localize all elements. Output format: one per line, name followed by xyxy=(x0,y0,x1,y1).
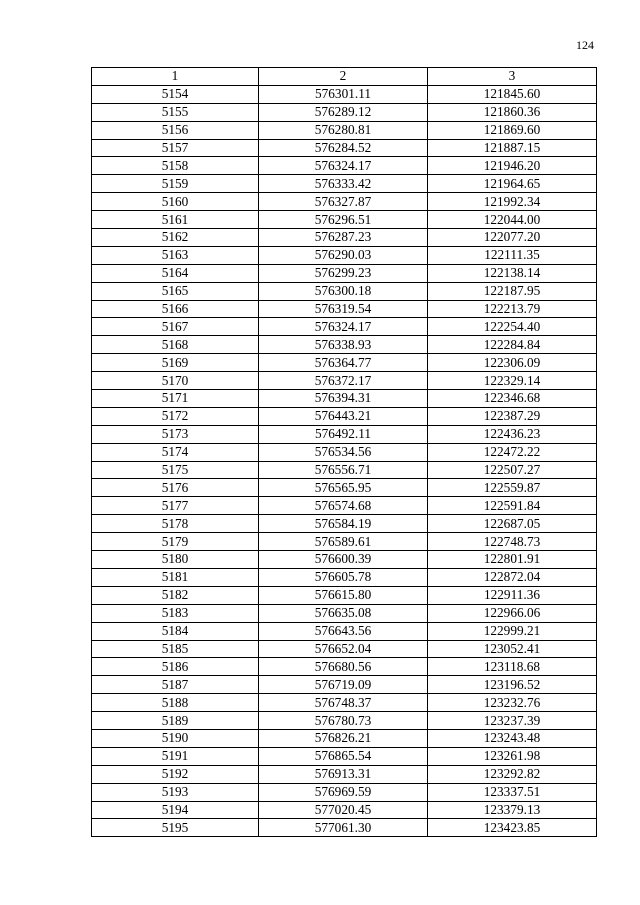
table-cell: 122077.20 xyxy=(428,229,597,247)
table-cell: 122284.84 xyxy=(428,336,597,354)
table-cell: 5190 xyxy=(92,729,259,747)
table-cell: 122329.14 xyxy=(428,372,597,390)
table-cell: 5184 xyxy=(92,622,259,640)
table-cell: 122387.29 xyxy=(428,407,597,425)
table-cell: 576635.08 xyxy=(259,604,428,622)
table-cell: 5168 xyxy=(92,336,259,354)
table-cell: 122213.79 xyxy=(428,300,597,318)
table-cell: 5193 xyxy=(92,783,259,801)
table-cell: 576652.04 xyxy=(259,640,428,658)
table-cell: 576865.54 xyxy=(259,747,428,765)
table-cell: 576443.21 xyxy=(259,407,428,425)
table-cell: 576364.77 xyxy=(259,354,428,372)
table-cell: 576296.51 xyxy=(259,211,428,229)
table-row xyxy=(92,604,597,622)
table-cell: 122911.36 xyxy=(428,586,597,604)
table-cell: 576748.37 xyxy=(259,694,428,712)
table-body xyxy=(92,85,597,836)
table-row xyxy=(92,533,597,551)
table-cell: 5162 xyxy=(92,229,259,247)
table-cell: 576327.87 xyxy=(259,193,428,211)
table-cell: 122507.27 xyxy=(428,461,597,479)
table-row xyxy=(92,497,597,515)
table-cell: 122559.87 xyxy=(428,479,597,497)
coordinates-table xyxy=(91,67,597,837)
table-cell: 576565.95 xyxy=(259,479,428,497)
table-cell: 123337.51 xyxy=(428,783,597,801)
table-cell: 5156 xyxy=(92,121,259,139)
table-row xyxy=(92,425,597,443)
table-cell: 5161 xyxy=(92,211,259,229)
table-cell: 576643.56 xyxy=(259,622,428,640)
table-cell: 576615.80 xyxy=(259,586,428,604)
table-cell: 5173 xyxy=(92,425,259,443)
table-row xyxy=(92,568,597,586)
table-row xyxy=(92,622,597,640)
table-row xyxy=(92,443,597,461)
table-row xyxy=(92,336,597,354)
table-cell: 122254.40 xyxy=(428,318,597,336)
table-cell: 576372.17 xyxy=(259,372,428,390)
table-row xyxy=(92,801,597,819)
table-cell: 123196.52 xyxy=(428,676,597,694)
table-cell: 123379.13 xyxy=(428,801,597,819)
table-row xyxy=(92,765,597,783)
table-row xyxy=(92,372,597,390)
table-row xyxy=(92,157,597,175)
table-cell: 5157 xyxy=(92,139,259,157)
table-cell: 576534.56 xyxy=(259,443,428,461)
table-row xyxy=(92,246,597,264)
table-cell: 5191 xyxy=(92,747,259,765)
table-cell: 576333.42 xyxy=(259,175,428,193)
table-cell: 576780.73 xyxy=(259,712,428,730)
table-cell: 123243.48 xyxy=(428,729,597,747)
table-cell: 5164 xyxy=(92,264,259,282)
table-row xyxy=(92,121,597,139)
table-row xyxy=(92,479,597,497)
table-cell: 5174 xyxy=(92,443,259,461)
table-row xyxy=(92,139,597,157)
table-cell: 576600.39 xyxy=(259,551,428,569)
table-cell: 5163 xyxy=(92,246,259,264)
table-cell: 576299.23 xyxy=(259,264,428,282)
table-row xyxy=(92,264,597,282)
table-cell: 5166 xyxy=(92,300,259,318)
table-cell: 122187.95 xyxy=(428,282,597,300)
table-cell: 121845.60 xyxy=(428,85,597,103)
table-row xyxy=(92,819,597,837)
table-row xyxy=(92,229,597,247)
table-cell: 5181 xyxy=(92,568,259,586)
table-cell: 5172 xyxy=(92,407,259,425)
table-cell: 5171 xyxy=(92,390,259,408)
table-cell: 576324.17 xyxy=(259,157,428,175)
column-header-2: 2 xyxy=(259,68,428,86)
table-cell: 121860.36 xyxy=(428,103,597,121)
table-cell: 576301.11 xyxy=(259,85,428,103)
table-cell: 122748.73 xyxy=(428,533,597,551)
table-cell: 576289.12 xyxy=(259,103,428,121)
table-cell: 5170 xyxy=(92,372,259,390)
table-cell: 576556.71 xyxy=(259,461,428,479)
table-cell: 5195 xyxy=(92,819,259,837)
page-number: 124 xyxy=(576,38,594,52)
table-cell: 5159 xyxy=(92,175,259,193)
table-row xyxy=(92,461,597,479)
table-cell: 122687.05 xyxy=(428,515,597,533)
table-cell: 123423.85 xyxy=(428,819,597,837)
table-cell: 5186 xyxy=(92,658,259,676)
table-cell: 5165 xyxy=(92,282,259,300)
table-row xyxy=(92,282,597,300)
table-row xyxy=(92,211,597,229)
table-cell: 5158 xyxy=(92,157,259,175)
table-cell: 121964.65 xyxy=(428,175,597,193)
table-row xyxy=(92,175,597,193)
table-cell: 5160 xyxy=(92,193,259,211)
table-row xyxy=(92,586,597,604)
table-cell: 576584.19 xyxy=(259,515,428,533)
table-cell: 5187 xyxy=(92,676,259,694)
table-row xyxy=(92,783,597,801)
table-cell: 122111.35 xyxy=(428,246,597,264)
table-cell: 576338.93 xyxy=(259,336,428,354)
table-cell: 576605.78 xyxy=(259,568,428,586)
table-cell: 121946.20 xyxy=(428,157,597,175)
table-row xyxy=(92,103,597,121)
table-cell: 5183 xyxy=(92,604,259,622)
table-row xyxy=(92,640,597,658)
table-cell: 576969.59 xyxy=(259,783,428,801)
table-row xyxy=(92,729,597,747)
table-cell: 576826.21 xyxy=(259,729,428,747)
table-cell: 5155 xyxy=(92,103,259,121)
table-cell: 5192 xyxy=(92,765,259,783)
table-cell: 122801.91 xyxy=(428,551,597,569)
table-cell: 576300.18 xyxy=(259,282,428,300)
table-cell: 122044.00 xyxy=(428,211,597,229)
table-cell: 576280.81 xyxy=(259,121,428,139)
table-row xyxy=(92,193,597,211)
table-cell: 123052.41 xyxy=(428,640,597,658)
table-row xyxy=(92,658,597,676)
table-row xyxy=(92,300,597,318)
table-cell: 576680.56 xyxy=(259,658,428,676)
table-cell: 5179 xyxy=(92,533,259,551)
table-cell: 5180 xyxy=(92,551,259,569)
table-cell: 576492.11 xyxy=(259,425,428,443)
table-cell: 5194 xyxy=(92,801,259,819)
table-cell: 577020.45 xyxy=(259,801,428,819)
table-cell: 121869.60 xyxy=(428,121,597,139)
table-cell: 576290.03 xyxy=(259,246,428,264)
table-row xyxy=(92,747,597,765)
table-cell: 5189 xyxy=(92,712,259,730)
table-cell: 122872.04 xyxy=(428,568,597,586)
table-cell: 122591.84 xyxy=(428,497,597,515)
table-cell: 122436.23 xyxy=(428,425,597,443)
table-row xyxy=(92,515,597,533)
table-cell: 122999.21 xyxy=(428,622,597,640)
table-row xyxy=(92,85,597,103)
table-cell: 5176 xyxy=(92,479,259,497)
table-cell: 123292.82 xyxy=(428,765,597,783)
table-cell: 5177 xyxy=(92,497,259,515)
table-cell: 122138.14 xyxy=(428,264,597,282)
table-cell: 576287.23 xyxy=(259,229,428,247)
column-header-1: 1 xyxy=(92,68,259,86)
table-row xyxy=(92,354,597,372)
table-header-row xyxy=(92,68,597,86)
table-cell: 576394.31 xyxy=(259,390,428,408)
table-row xyxy=(92,712,597,730)
table-row xyxy=(92,694,597,712)
table-cell: 576324.17 xyxy=(259,318,428,336)
table-cell: 122306.09 xyxy=(428,354,597,372)
table-cell: 5169 xyxy=(92,354,259,372)
table-cell: 5182 xyxy=(92,586,259,604)
table-cell: 123118.68 xyxy=(428,658,597,676)
table-cell: 576913.31 xyxy=(259,765,428,783)
table-cell: 5188 xyxy=(92,694,259,712)
table-cell: 576719.09 xyxy=(259,676,428,694)
table-cell: 122966.06 xyxy=(428,604,597,622)
table-cell: 122472.22 xyxy=(428,443,597,461)
table-cell: 576589.61 xyxy=(259,533,428,551)
table-cell: 123261.98 xyxy=(428,747,597,765)
table-cell: 5154 xyxy=(92,85,259,103)
table-cell: 123237.39 xyxy=(428,712,597,730)
table-cell: 123232.76 xyxy=(428,694,597,712)
table-row xyxy=(92,676,597,694)
table-cell: 121887.15 xyxy=(428,139,597,157)
table-row xyxy=(92,318,597,336)
table-cell: 5185 xyxy=(92,640,259,658)
table-row xyxy=(92,407,597,425)
table-cell: 5167 xyxy=(92,318,259,336)
table-row xyxy=(92,551,597,569)
table-cell: 576574.68 xyxy=(259,497,428,515)
table-row xyxy=(92,390,597,408)
table-cell: 121992.34 xyxy=(428,193,597,211)
table-cell: 5178 xyxy=(92,515,259,533)
table-cell: 122346.68 xyxy=(428,390,597,408)
table-cell: 577061.30 xyxy=(259,819,428,837)
table-cell: 5175 xyxy=(92,461,259,479)
table-cell: 576319.54 xyxy=(259,300,428,318)
column-header-3: 3 xyxy=(428,68,597,86)
table-cell: 576284.52 xyxy=(259,139,428,157)
